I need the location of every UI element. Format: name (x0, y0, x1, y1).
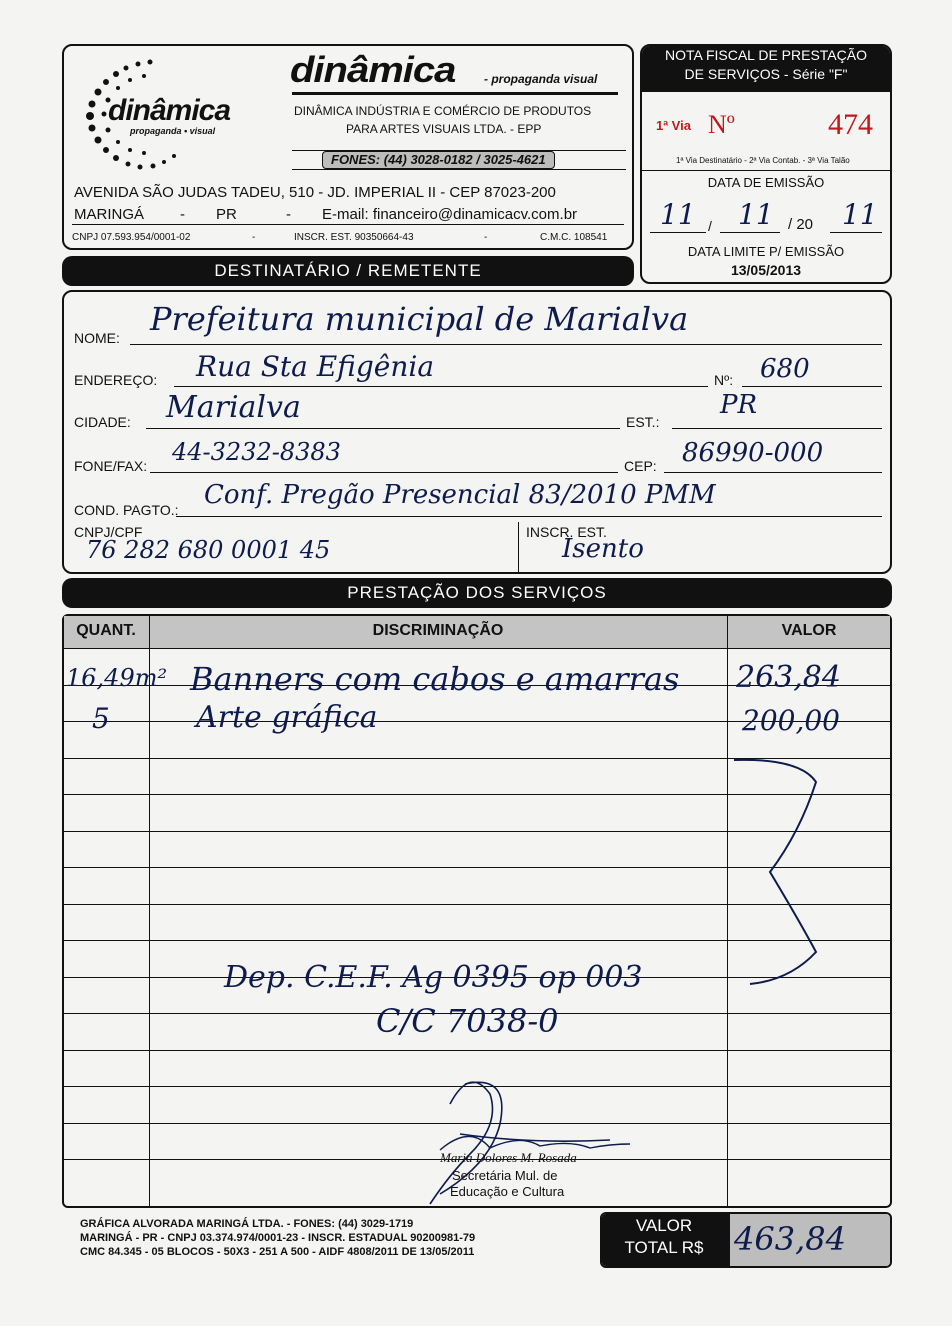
recipient-name: Prefeitura municipal de Marialva (150, 300, 689, 338)
cep-line (664, 472, 882, 473)
recipient-section-title: DESTINATÁRIO / REMETENTE (62, 256, 634, 286)
name-label: NOME: (74, 330, 120, 346)
item-qty-1: 16,49m² (66, 664, 168, 692)
emission-year-prefix: / 20 (788, 216, 814, 233)
invoice-title-line2: DE SERVIÇOS - Série "F" (684, 66, 848, 82)
emission-month: 11 (738, 198, 774, 231)
invoice-title-line1: NOTA FISCAL DE PRESTAÇÃO (664, 47, 867, 63)
invoice-number: 474 (828, 108, 873, 141)
company-name-line1: DINÂMICA INDÚSTRIA E COMÉRCIO DE PRODUTOS (294, 104, 592, 118)
company-cmc: C.M.C. 108541 (540, 232, 608, 243)
recipient-cnpj: 76 282 680 0001 45 (86, 536, 331, 564)
invoice-rule-1 (642, 170, 890, 171)
company-name-line2: PARA ARTES VISUAIS LTDA. - EPP (346, 122, 542, 136)
logo-subtitle: propaganda • visual (130, 126, 216, 136)
dash-3: - (252, 232, 256, 243)
company-city: MARINGÁ (74, 206, 145, 223)
recipient-insc: Isento (562, 534, 644, 564)
dash-2: - (286, 206, 291, 223)
brand-text: dinâmica (290, 50, 456, 90)
stamp-name: Maria Dolores M. Rosada (440, 1150, 577, 1165)
col-divider-2 (727, 616, 728, 1206)
item-value-1: 263,84 (736, 660, 841, 695)
emission-year: 11 (842, 198, 878, 231)
brand-tagline: - propaganda visual (484, 72, 598, 86)
bank-line-1: Dep. C.E.F. Ag 0395 op 003 (224, 960, 643, 995)
company-email: E-mail: financeiro@dinamicacv.com.br (322, 206, 578, 223)
emission-day: 11 (660, 198, 696, 231)
dash-1: - (180, 206, 185, 223)
bracket-stroke-icon (730, 752, 820, 992)
cnpj-label: CNPJ/CPF (74, 524, 143, 540)
invoice-via: 1ª Via (656, 118, 691, 133)
col-value-header: VALOR (781, 622, 837, 639)
recipient-address: Rua Sta Efigênia (196, 350, 435, 383)
state-line (672, 428, 882, 429)
item-value-2: 200,00 (742, 704, 840, 737)
logo-text: dinâmica (108, 94, 231, 127)
emission-year-line (830, 232, 882, 233)
phones-text: FONES: (44) 3028-0182 / 3025-4621 (322, 151, 555, 169)
total-label-1: VALOR (635, 1216, 693, 1235)
stamp-role-1: Secretária Mul. de (452, 1168, 558, 1183)
company-address-rule (72, 224, 624, 225)
col-desc-header: DISCRIMINAÇÃO (372, 622, 504, 639)
services-section-title: PRESTAÇÃO DOS SERVIÇOS (62, 578, 892, 608)
city-line (146, 428, 620, 429)
number-label: Nº: (714, 372, 734, 388)
value-bracket (730, 752, 820, 992)
printer-line-1: GRÁFICA ALVORADA MARINGÁ LTDA. - FONES: (44) 3029-1719 (80, 1218, 414, 1230)
invoice-number-label: Nº (708, 110, 735, 139)
emission-month-line (720, 232, 780, 233)
recipient-phone: 44-3232-8383 (172, 438, 341, 466)
phone-label: FONE/FAX: (74, 458, 148, 474)
emission-sep: / (708, 218, 712, 234)
name-line (130, 344, 882, 345)
insc-label: INSCR. EST. (526, 524, 607, 540)
item-desc-1: Banners com cabos e amarras (190, 660, 680, 698)
stamp-role-2: Educação e Cultura (450, 1184, 565, 1199)
recipient-state: PR (720, 390, 758, 420)
bank-line-2: C/C 7038-0 (376, 1002, 559, 1040)
printer-line-2: MARINGÁ - PR - CNPJ 03.374.974/0001-23 - INSCR. ESTADUAL 90200981-79 (80, 1232, 476, 1244)
limit-date: 13/05/2013 (730, 262, 802, 278)
item-qty-2: 5 (92, 702, 110, 735)
recipient-payment: Conf. Pregão Presencial 83/2010 PMM (204, 480, 716, 510)
table-row (62, 648, 892, 649)
col-qty-header: QUANT. (76, 622, 136, 639)
total-label-2: TOTAL R$ (624, 1238, 704, 1257)
number-line (742, 386, 882, 387)
recipient-number: 680 (760, 354, 810, 384)
printer-line-3: CMC 84.345 - 05 BLOCOS - 50X3 - 251 A 500 - AIDF 4808/2011 DE 13/05/2011 (80, 1246, 475, 1258)
emission-day-line (650, 232, 706, 233)
company-cnpj: CNPJ 07.593.954/0001-02 (72, 232, 191, 243)
col-divider-1 (149, 616, 150, 1206)
state-label: EST.: (626, 414, 660, 430)
recipient-cep: 86990-000 (682, 438, 824, 468)
recipient-city: Marialva (166, 390, 301, 425)
limit-label: DATA LIMITE P/ EMISSÃO (687, 244, 845, 259)
payment-line (176, 516, 882, 517)
city-label: CIDADE: (74, 414, 131, 430)
cnpj-insc-divider (518, 522, 519, 572)
address-label: ENDEREÇO: (74, 372, 158, 388)
payment-label: COND. PAGTO.: (74, 502, 179, 518)
company-insc-est: INSCR. EST. 90350664-43 (294, 232, 414, 243)
address-line (174, 386, 708, 387)
company-address: AVENIDA SÃO JUDAS TADEU, 510 - JD. IMPERIAL II - CEP 87023-200 (74, 184, 556, 201)
item-desc-2: Arte gráfica (196, 700, 378, 735)
table-row (62, 1050, 892, 1051)
emission-label: DATA DE EMISSÃO (707, 175, 825, 190)
dash-4: - (484, 232, 488, 243)
brand-underline (292, 92, 618, 95)
phone-line (150, 472, 618, 473)
total-value: 463,84 (734, 1220, 846, 1258)
company-state: PR (216, 206, 237, 223)
invoice-vias-legend: 1ª Via Destinatário - 2ª Via Contab. - 3ª Via Talão (676, 156, 850, 165)
cep-label: CEP: (624, 458, 657, 474)
